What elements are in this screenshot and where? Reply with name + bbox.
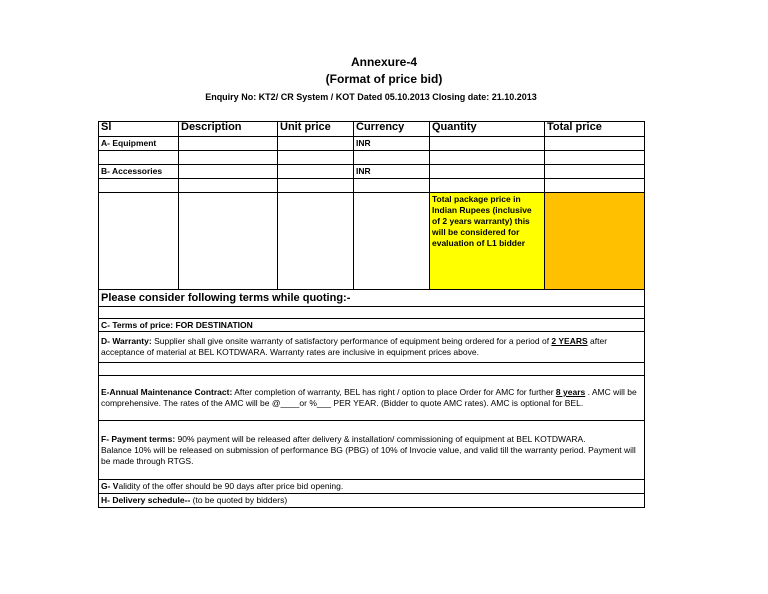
term-g: G- Validity of the offer should be 90 days after price bid opening. — [99, 480, 645, 494]
cell — [430, 137, 545, 151]
term-f: F- Payment terms: 90% payment will be released after delivery & installation/ commissioning of equipment at BEL KOTDWARA. Balance 10% will be released on submission of performance BG (PBG) of 10% of Invocie value, and valid till the warranty period. Payment will be made through RTGS. — [99, 421, 645, 480]
term-c-row — [99, 319, 645, 332]
spacer-row — [99, 363, 645, 376]
row-a-currency: INR — [354, 137, 430, 151]
cell — [278, 137, 354, 151]
cell — [179, 137, 278, 151]
cell — [545, 137, 645, 151]
col-total-price: Total price — [545, 122, 645, 137]
price-bid-table — [98, 121, 645, 508]
header-row — [99, 122, 645, 137]
term-e: E-Annual Maintenance Contract: After completion of warranty, BEL has right / option to place Order for AMC for further 8 years . AMC will be comprehensive. The rates of the AMC will be @____or %___ PER YEAR. (Bidder to quote AMC rates). AMC is optional for BEL. — [99, 376, 645, 421]
table-row — [99, 179, 645, 193]
enquiry-line: Enquiry No: KT2/ CR System / KOT Dated 05.10.2013 Closing date: 21.10.2013 — [205, 92, 537, 102]
total-package-price — [545, 193, 645, 290]
total-row — [99, 193, 645, 290]
terms-heading-row — [99, 290, 645, 307]
term-f-row — [99, 421, 645, 480]
row-a-label: A- Equipment — [99, 137, 179, 151]
term-h-row — [99, 494, 645, 508]
table-row — [99, 151, 645, 165]
term-d: D- Warranty: Supplier shall give onsite warranty of satisfactory performance of equipment being ordered for a period of 2 YEARS after acceptance of material at BEL KOTDWARA. Warranty rates are inclusive in equipment prices above. — [99, 332, 645, 363]
col-sl: Sl — [99, 122, 179, 137]
table-row — [99, 137, 645, 151]
col-quantity: Quantity — [430, 122, 545, 137]
table-row — [99, 165, 645, 179]
total-package-note: Total package price in Indian Rupees (inclusive of 2 years warranty) this will be considered for evaluation of L1 bidder — [430, 193, 545, 290]
spacer-row — [99, 307, 645, 319]
term-h: H- Delivery schedule-- (to be quoted by bidders) — [99, 494, 645, 508]
document-title: Annexure-4 — [350, 55, 418, 69]
terms-heading: Please consider following terms while quoting:- — [99, 290, 645, 307]
term-g-row — [99, 480, 645, 494]
col-description: Description — [179, 122, 278, 137]
term-c: C- Terms of price: FOR DESTINATION — [99, 319, 645, 332]
row-b-currency: INR — [354, 165, 430, 179]
term-e-row — [99, 376, 645, 421]
col-unit-price: Unit price — [278, 122, 354, 137]
document-subtitle: (Format of price bid) — [325, 72, 443, 86]
col-currency: Currency — [354, 122, 430, 137]
term-d-row — [99, 332, 645, 363]
row-b-label: B- Accessories — [99, 165, 179, 179]
